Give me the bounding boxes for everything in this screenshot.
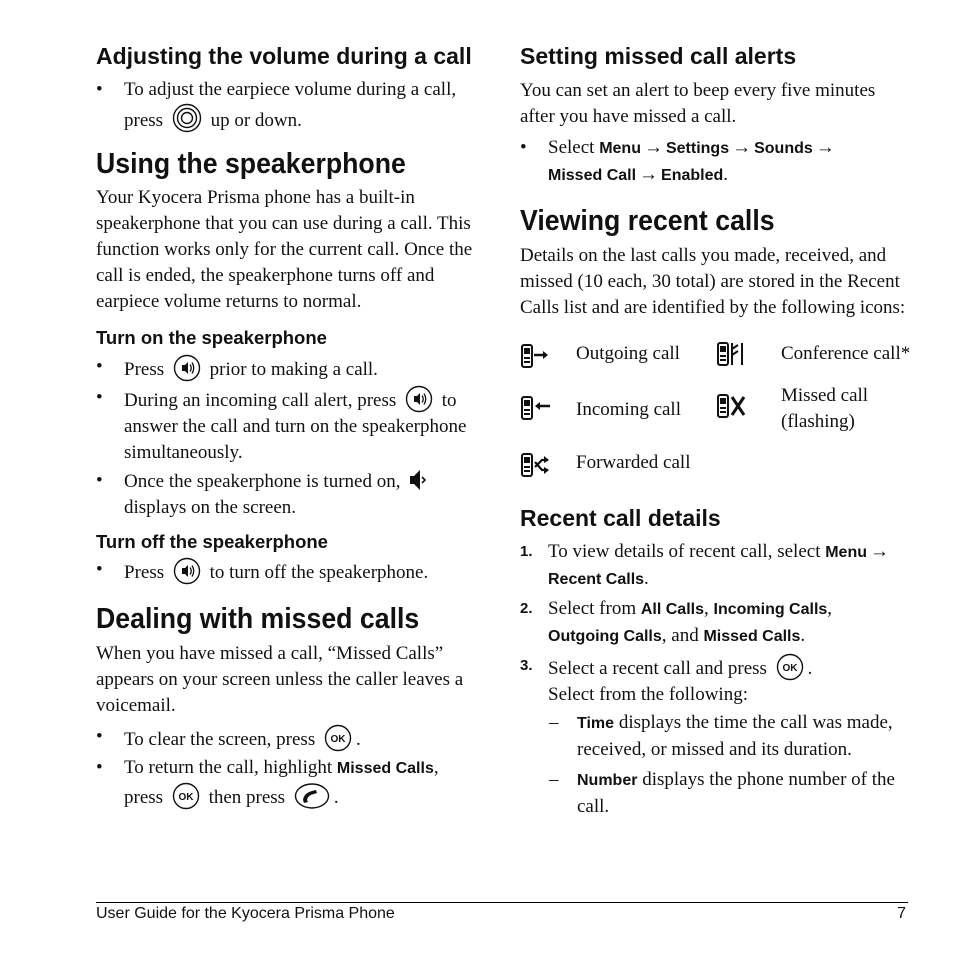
speakerphone-heading: Using the speakerphone: [96, 148, 406, 180]
time-label: Time: [577, 715, 615, 732]
ok-key-icon: [172, 782, 200, 810]
missed-calls-label: Missed Calls: [703, 628, 801, 645]
turn-off-bullet: • Press to turn off the speakerphone.: [96, 559, 429, 583]
footer-rule: [96, 902, 908, 903]
menu-label: Menu: [825, 544, 867, 561]
volume-heading: Adjusting the volume during a call: [96, 43, 472, 69]
turn-on-bullet-1: • Press prior to making a call.: [96, 356, 378, 380]
missed-calls-heading: Dealing with missed calls: [96, 603, 420, 635]
incoming-call-icon: [520, 393, 552, 423]
recent-details-heading: Recent call details: [520, 505, 721, 531]
turn-off-heading: Turn off the speakerphone: [96, 531, 328, 552]
outgoing-call-icon: [520, 341, 552, 371]
enabled-label: Enabled: [661, 167, 724, 184]
missed-bullet-1: • To clear the screen, press OK .: [96, 726, 361, 750]
missed-calls-label: Missed Calls: [336, 760, 434, 777]
outgoing-calls-label: Outgoing Calls: [548, 628, 662, 645]
bullet: •: [96, 356, 103, 377]
step-2: 2. Select from All Calls, Incoming Calls, Outgoing Calls, and Missed Calls.: [520, 598, 833, 646]
settings-label: Settings: [665, 140, 730, 157]
svg-text:OK: OK: [330, 734, 346, 745]
ok-key-icon: [776, 653, 804, 681]
forwarded-call-icon: [520, 450, 552, 480]
incoming-call-label: Incoming call: [576, 399, 681, 420]
missed-call-label: Missed Call: [548, 167, 637, 184]
all-calls-label: All Calls: [640, 601, 704, 618]
bullet: •: [96, 387, 103, 408]
turn-on-bullet-2: • During an incoming call alert, press to answer the call and turn on the speakerphone simultaneously.: [96, 387, 467, 463]
recent-calls-intro: Details on the last calls you made, received, and missed (10 each, 30 total) are stored in the Recent Calls list and are identified by the following icons:: [520, 245, 906, 318]
recent-calls-heading: Viewing recent calls: [520, 205, 775, 237]
number-label: Number: [577, 772, 638, 789]
speakerphone-intro: Your Kyocera Prisma phone has a built-in speakerphone that you can use during a call. This function works only for the current call. Once the call is ended, the speakerphone turns off and earpiece volume returns to normal.: [96, 187, 473, 312]
volume-bullet: • To adjust the earpiece volume during a call, press up or down.: [96, 79, 457, 131]
recent-calls-label: Recent Calls: [548, 571, 645, 588]
step-1: 1. To view details of recent call, select Menu → Recent Calls.: [520, 541, 889, 589]
incoming-calls-label: Incoming Calls: [713, 601, 828, 618]
bullet: •: [96, 79, 103, 100]
step-3: 3. Select a recent call and press OK . Select from the following:: [520, 653, 910, 708]
svg-text:OK: OK: [782, 663, 798, 674]
missed-call-label: Missed call (flashing): [781, 385, 869, 432]
outgoing-call-label: Outgoing call: [576, 343, 680, 364]
svg-text:OK: OK: [178, 792, 194, 803]
alerts-intro: You can set an alert to beep every five minutes after you have missed a call.: [520, 80, 876, 127]
bullet: •: [520, 137, 527, 158]
speaker-key-icon: [405, 385, 433, 413]
footer-title: User Guide for the Kyocera Prisma Phone: [96, 905, 395, 922]
alerts-heading: Setting missed call alerts: [520, 43, 797, 69]
number-option: – Number displays the phone number of the call.: [549, 769, 895, 817]
speaker-key-icon: [173, 557, 201, 585]
missed-calls-intro: When you have missed a call, “Missed Calls” appears on your screen unless the caller leaves a voicemail.: [96, 643, 464, 716]
ok-key-icon: [324, 724, 352, 752]
navigation-key-icon: [172, 103, 202, 133]
alerts-bullet: • Select Menu → Settings → Sounds → Missed Call → Enabled.: [520, 137, 835, 185]
bullet: •: [96, 757, 103, 778]
send-key-icon: [294, 782, 330, 810]
bullet: •: [96, 726, 103, 747]
menu-label: Menu: [599, 140, 641, 157]
page-number: 7: [897, 905, 906, 922]
missed-call-icon: [716, 391, 748, 421]
conference-call-label: Conference call*: [781, 343, 911, 364]
turn-on-heading: Turn on the speakerphone: [96, 327, 327, 348]
sounds-label: Sounds: [754, 140, 813, 157]
conference-call-icon: [716, 339, 748, 369]
bullet: •: [96, 559, 103, 580]
turn-on-bullet-3: • Once the speakerphone is turned on, displays on the screen.: [96, 468, 480, 521]
time-option: – Time displays the time the call was made, received, or missed and its duration.: [549, 712, 893, 760]
forwarded-call-label: Forwarded call: [576, 452, 691, 473]
speaker-key-icon: [173, 354, 201, 382]
speakerphone-on-icon: [407, 468, 427, 492]
missed-bullet-2: • To return the call, highlight Missed Calls, press OK then press .: [96, 757, 439, 808]
bullet: •: [96, 470, 103, 491]
